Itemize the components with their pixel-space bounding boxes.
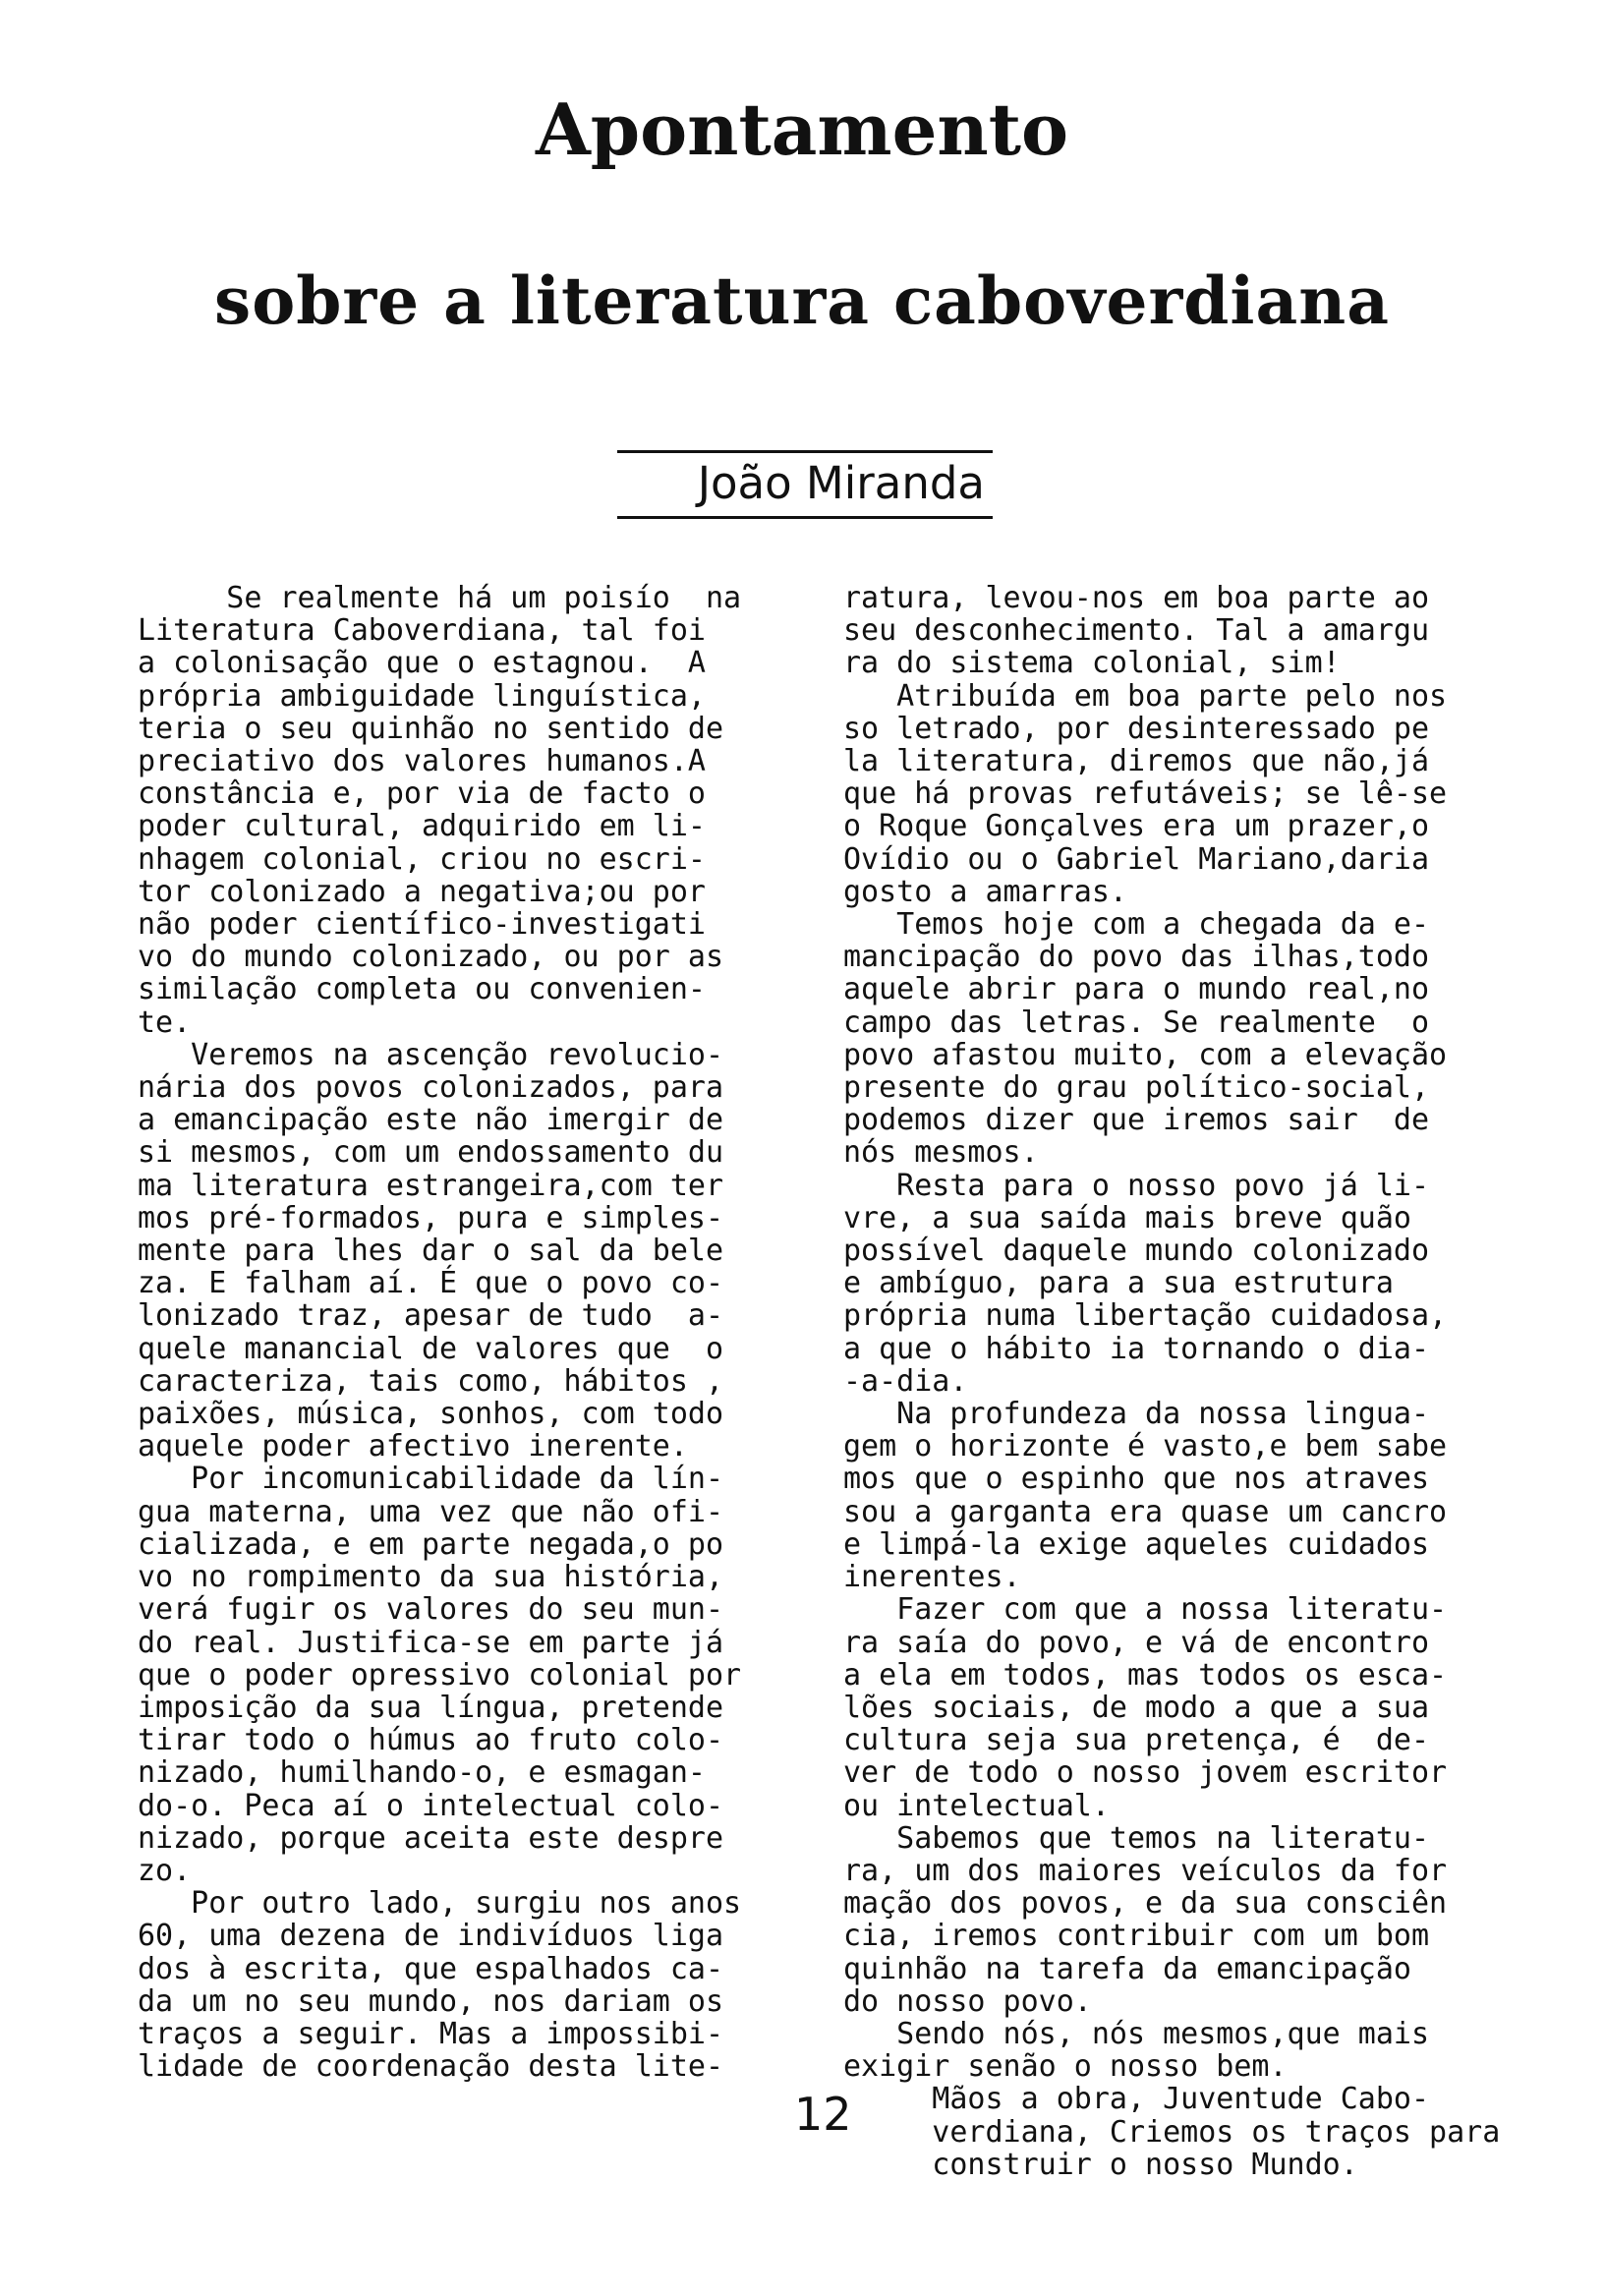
left-column-line: preciativo dos valores humanos.A (138, 744, 706, 779)
right-column-line: campo das letras. Se realmente o (843, 1004, 1430, 1040)
right-column-line: nós mesmos. (843, 1135, 1039, 1171)
left-column-line: 60, uma dezena de indivíduos liga (138, 1919, 724, 1954)
left-column-line: vo do mundo colonizado, ou por as (138, 940, 724, 975)
author-rule-bottom (617, 516, 993, 519)
author-byline (617, 450, 993, 519)
left-column-line: cializada, e em parte negada,o po (138, 1526, 724, 1562)
left-column-line: nizado, porque aceita este despre (138, 1820, 724, 1856)
right-column-line: seu desconhecimento. Tal a amargu (843, 613, 1430, 649)
right-column-line: la literatura, diremos que não,já (843, 744, 1430, 779)
left-column-line: aquele poder afectivo inerente. (138, 1429, 688, 1464)
left-column-line: vo no rompimento da sua história, (138, 1560, 724, 1595)
right-column-line: cia, iremos contribuir com um bom (843, 1919, 1430, 1954)
left-column-line: do real. Justifica-se em parte já (138, 1625, 724, 1660)
right-column-line: a que o hábito ia tornando o dia- (843, 1331, 1430, 1366)
left-column-line: paixões, música, sonhos, com todo (138, 1397, 724, 1432)
left-column-line: mos pré-formados, pura e simples- (138, 1200, 724, 1235)
right-column-line: do nosso povo. (843, 1983, 1092, 2019)
left-column-line: do-o. Peca aí o intelectual colo- (138, 1788, 724, 1823)
right-column-line: Ovídio ou o Gabriel Mariano,daria (843, 841, 1430, 877)
left-column-line: a emancipação este não imergir de (138, 1103, 724, 1138)
left-column-line: nizado, humilhando-o, e esmagan- (138, 1755, 706, 1791)
left-column-line: similação completa ou convenien- (138, 972, 706, 1007)
left-column-line: gua materna, uma vez que não ofi- (138, 1494, 724, 1529)
right-column-line: o Roque Gonçalves era um prazer,o (843, 809, 1430, 844)
right-column-line: gem o horizonte é vasto,e bem sabe (843, 1429, 1448, 1464)
right-column-line: presente do grau político-social, (843, 1070, 1430, 1106)
left-column-line: caracteriza, tais como, hábitos , (138, 1363, 724, 1399)
right-column-line: ver de todo o nosso jovem escritor (843, 1755, 1448, 1791)
right-column-line: e ambíguo, para a sua estrutura (843, 1266, 1394, 1301)
right-column-line: -a-dia. (843, 1363, 968, 1399)
right-column-line: Sendo nós, nós mesmos,que mais (843, 2016, 1430, 2051)
left-column-line: traços a seguir. Mas a impossibi- (138, 2016, 724, 2051)
left-column-line: zo. (138, 1853, 192, 1888)
left-column-line: nária dos povos colonizados, para (138, 1070, 724, 1106)
left-column-line: mente para lhes dar o sal da bele (138, 1234, 724, 1269)
right-column-line: mancipação do povo das ilhas,todo (843, 940, 1430, 975)
right-column-line: Resta para o nosso povo já li- (843, 1168, 1430, 1203)
left-column-line: za. E falham aí. É que o povo co- (138, 1266, 724, 1301)
left-text-column (138, 582, 816, 2083)
left-column-line: tirar todo o húmus ao fruto colo- (138, 1723, 724, 1758)
right-column-line: quinhão na tarefa da emancipação (843, 1951, 1411, 1986)
right-column-line: gosto a amarras. (843, 874, 1127, 909)
left-column-line: constância e, por via de facto o (138, 776, 706, 812)
left-column-line: que o poder opressivo colonial por (138, 1657, 742, 1693)
left-column-line: da um no seu mundo, nos dariam os (138, 1983, 724, 2019)
right-column-line: a ela em todos, mas todos os esca- (843, 1657, 1448, 1693)
right-column-line: aquele abrir para o mundo real,no (843, 972, 1430, 1007)
right-column-line: própria numa libertação cuidadosa, (843, 1298, 1448, 1334)
right-column-line: exigir senão o nosso bem. (843, 2049, 1288, 2085)
right-column-line: ra, um dos maiores veículos da for (843, 1853, 1448, 1888)
article-title: Apontamento (535, 87, 1069, 171)
right-column-line: Sabemos que temos na literatu- (843, 1820, 1430, 1856)
page-number: 12 (794, 2088, 852, 2141)
left-column-line: lonizado traz, apesar de tudo a- (138, 1298, 724, 1334)
right-text-column (843, 582, 1531, 2181)
right-column-line: mação dos povos, e da sua consciên (843, 1886, 1448, 1922)
right-column-line: lões sociais, de modo a que a sua (843, 1690, 1430, 1725)
left-column-line: te. (138, 1004, 192, 1040)
author-name: João Miranda (697, 457, 985, 509)
right-column-line: ra do sistema colonial, sim! (843, 646, 1341, 681)
left-column-line: própria ambiguidade linguística, (138, 678, 706, 714)
right-column-line: Na profundeza da nossa lingua- (843, 1397, 1430, 1432)
right-column-line: so letrado, por desinteressado pe (843, 711, 1430, 746)
left-column-line: dos à escrita, que espalhados ca- (138, 1951, 724, 1986)
right-column-line: ou intelectual. (843, 1788, 1110, 1823)
left-column-line: a colonisação que o estagnou. A (138, 646, 706, 681)
right-column-line: Fazer com que a nossa literatu- (843, 1592, 1448, 1628)
left-column-line: ma literatura estrangeira,com ter (138, 1168, 724, 1203)
right-column-line: que há provas refutáveis; se lê-se (843, 776, 1448, 812)
left-column-line: teria o seu quinhão no sentido de (138, 711, 724, 746)
right-column-line: e limpá-la exige aqueles cuidados (843, 1526, 1430, 1562)
right-column-line: ra saía do povo, e vá de encontro (843, 1625, 1430, 1660)
left-column-line: não poder científico-investigati (138, 907, 706, 943)
right-column-line: mos que o espinho que nos atraves (843, 1462, 1430, 1497)
right-column-line: ratura, levou-nos em boa parte ao (843, 581, 1430, 615)
left-column-line: imposição da sua língua, pretende (138, 1690, 724, 1725)
right-column-line: povo afastou muito, com a elevação (843, 1037, 1448, 1072)
right-column-line: vre, a sua saída mais breve quão (843, 1200, 1411, 1235)
left-column-line: tor colonizado a negativa;ou por (138, 874, 706, 909)
left-column-line: Se realmente há um poisío na (138, 581, 742, 615)
right-column-line: Temos hoje com a chegada da e- (843, 907, 1430, 943)
left-column-line: nhagem colonial, criou no escri- (138, 841, 706, 877)
left-column-line: Literatura Caboverdiana, tal foi (138, 613, 706, 649)
article-subtitle: sobre a literatura caboverdiana (214, 262, 1390, 339)
left-column-line: lidade de coordenação desta lite- (138, 2049, 724, 2085)
right-column-line: inerentes. (843, 1560, 1021, 1595)
left-column-line: Veremos na ascenção revolucio- (138, 1037, 724, 1072)
left-column-line: Por outro lado, surgiu nos anos (138, 1886, 742, 1922)
left-column-line: poder cultural, adquirido em li- (138, 809, 706, 844)
right-column-line: podemos dizer que iremos sair de (843, 1103, 1430, 1138)
left-column-line: si mesmos, com um endossamento du (138, 1135, 724, 1171)
right-column-line: sou a garganta era quase um cancro (843, 1494, 1448, 1529)
left-column-line: Por incomunicabilidade da lín- (138, 1462, 724, 1497)
left-column-line: verá fugir os valores do seu mun- (138, 1592, 724, 1628)
left-column-line: quele manancial de valores que o (138, 1331, 724, 1366)
right-column-line: cultura seja sua pretença, é de- (843, 1723, 1430, 1758)
right-column-line: verdiana, Criemos os traços para (843, 2114, 1501, 2150)
right-column-line: Atribuída em boa parte pelo nos (843, 678, 1448, 714)
right-column-line: Mãos a obra, Juventude Cabo- (843, 2082, 1430, 2117)
right-column-line: construir o nosso Mundo. (843, 2147, 1358, 2182)
right-column-line: possível daquele mundo colonizado (843, 1234, 1430, 1269)
